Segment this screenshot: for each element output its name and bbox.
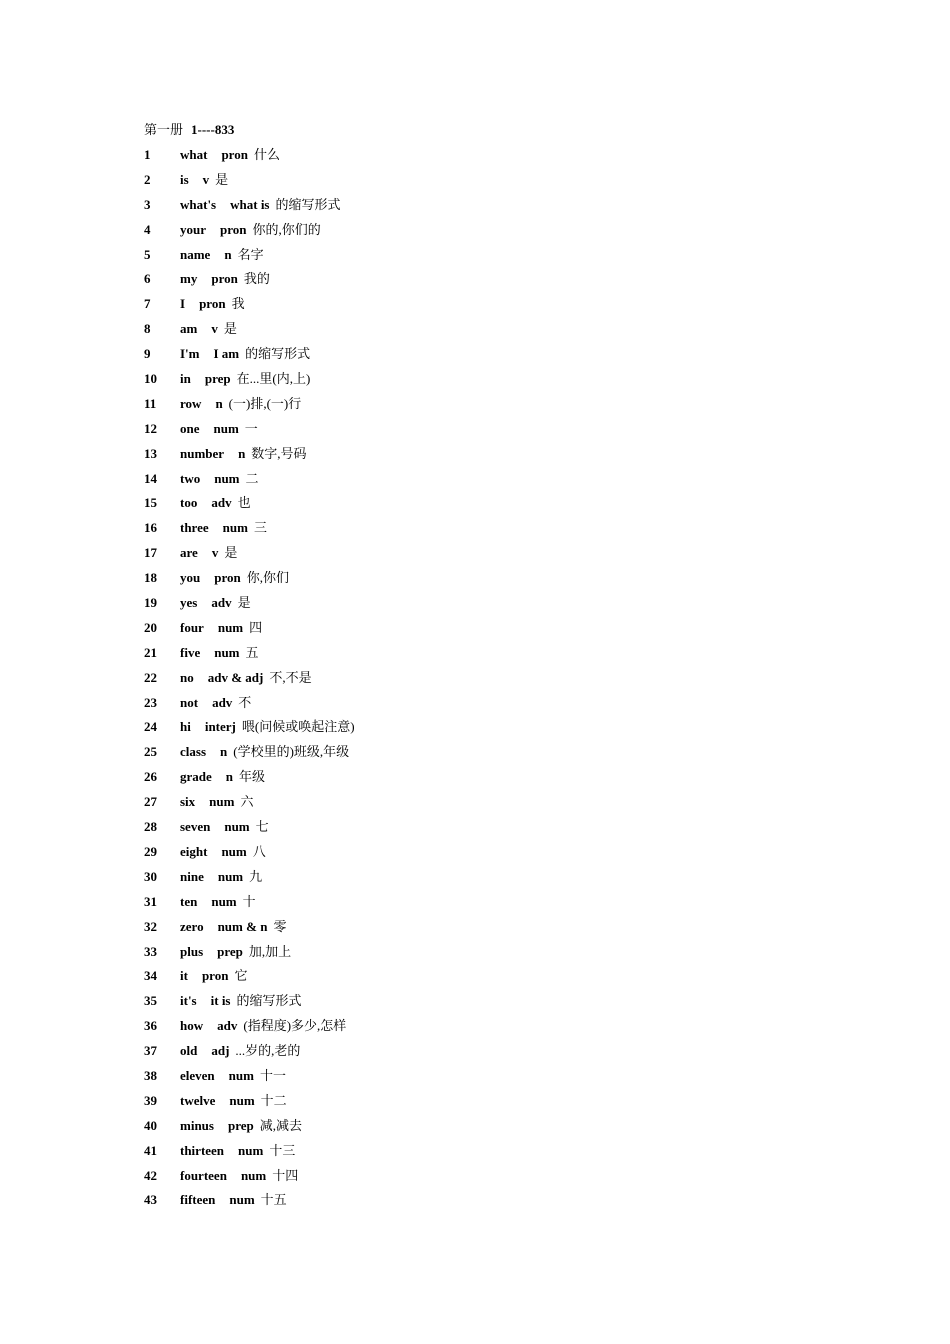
chinese-meaning: 十四 [272, 1167, 299, 1183]
part-of-speech: num [209, 794, 235, 810]
entry-definition [180, 269, 270, 289]
entry-definition [180, 643, 259, 663]
entry-definition [180, 195, 341, 215]
entry-definition [180, 220, 321, 240]
part-of-speech: num [221, 843, 247, 859]
entry-definition [180, 319, 237, 339]
entry-number: 3 [144, 196, 151, 212]
entry-number: 41 [144, 1142, 157, 1158]
entry-number: 36 [144, 1018, 157, 1034]
english-word: two [180, 470, 201, 486]
entry-number: 7 [144, 296, 151, 312]
english-word: one [180, 420, 200, 436]
part-of-speech: n [225, 769, 234, 785]
entry-definition [180, 942, 291, 962]
entry-number: 37 [144, 1043, 157, 1059]
english-word: five [180, 644, 201, 660]
entry-definition [180, 1041, 300, 1061]
chinese-meaning: 三 [253, 520, 267, 536]
english-word: yes [180, 595, 198, 611]
book-label: 第一册 [144, 122, 184, 137]
part-of-speech: pron [211, 271, 238, 287]
english-word: nine [180, 868, 204, 884]
entry-number: 19 [144, 595, 157, 611]
chinese-meaning: 加,加上 [248, 943, 292, 959]
chinese-meaning: (学校里的)班级,年级 [233, 744, 350, 760]
part-of-speech: n [220, 744, 228, 760]
chinese-meaning: 我的 [243, 271, 270, 287]
entry-number: 20 [144, 619, 157, 635]
english-word: are [180, 545, 198, 561]
part-of-speech: prep [217, 943, 243, 959]
chinese-meaning: 一 [244, 420, 258, 436]
entry-number: 12 [144, 420, 157, 436]
part-of-speech: num [238, 1142, 264, 1158]
part-of-speech: num [217, 868, 244, 884]
entry-number: 27 [144, 794, 157, 810]
part-of-speech: num & n [217, 918, 268, 934]
chinese-meaning: 名字 [237, 246, 264, 262]
english-word: you [180, 570, 201, 586]
entry-number: 39 [144, 1092, 157, 1108]
entry-definition [180, 419, 258, 439]
part-of-speech: num [214, 644, 240, 660]
chinese-meaning: 什么 [253, 147, 280, 162]
entry-number: 22 [144, 669, 157, 685]
chinese-meaning: 五 [245, 644, 259, 660]
chinese-meaning: 八 [252, 843, 266, 859]
part-of-speech: adv [211, 495, 232, 511]
chinese-meaning: 是 [223, 321, 237, 337]
part-of-speech: what is [230, 196, 270, 212]
entry-number: 40 [144, 1117, 157, 1133]
entry-definition [180, 717, 355, 737]
english-word: in [180, 371, 191, 387]
part-of-speech: n [215, 395, 223, 411]
entry-definition [180, 867, 262, 887]
entry-definition [180, 145, 280, 165]
part-of-speech: adv [217, 1018, 238, 1034]
english-word: grade [180, 769, 212, 785]
part-of-speech: pron [214, 570, 241, 586]
chinese-meaning: ...岁的,老的 [235, 1043, 301, 1059]
chinese-meaning: 不 [238, 694, 252, 710]
chinese-meaning: 是 [215, 171, 229, 187]
english-word: what's [180, 196, 217, 212]
part-of-speech: prep [227, 1117, 254, 1133]
chinese-meaning: 零 [273, 918, 287, 934]
english-word: eight [180, 843, 208, 859]
english-word: not [180, 694, 199, 710]
chinese-meaning: 喂(问候或唤起注意) [241, 719, 355, 735]
entry-number: 6 [144, 271, 151, 287]
entry-definition [180, 742, 349, 762]
chinese-meaning: 它 [234, 968, 248, 984]
part-of-speech: num [240, 1167, 267, 1183]
entry-number: 34 [144, 968, 157, 984]
english-word: what [180, 147, 208, 162]
entry-definition [180, 1116, 302, 1136]
english-word: your [180, 221, 206, 237]
chinese-meaning: 十 [242, 893, 256, 909]
entry-definition [180, 917, 286, 937]
english-word: hi [180, 719, 191, 735]
part-of-speech: pron [201, 968, 229, 984]
entry-number: 15 [144, 495, 157, 511]
entry-number: 13 [144, 445, 157, 461]
english-word: no [180, 669, 194, 685]
english-word: I [180, 296, 186, 312]
chinese-meaning: 十二 [260, 1092, 287, 1108]
chinese-meaning: 不,不是 [269, 669, 312, 685]
chinese-meaning: 的缩写形式 [275, 196, 341, 212]
chinese-meaning: 是 [237, 595, 251, 611]
chinese-meaning: 在...里(内,上) [236, 371, 311, 387]
english-word: ten [180, 893, 198, 909]
entry-number: 23 [144, 694, 157, 710]
entry-number: 10 [144, 371, 157, 387]
entry-number: 21 [144, 644, 157, 660]
english-word: my [180, 271, 198, 287]
entry-number: 38 [144, 1067, 157, 1083]
entry-definition [180, 767, 265, 787]
entry-number: 26 [144, 769, 157, 785]
part-of-speech: v [211, 545, 219, 561]
entry-number: 9 [144, 346, 151, 362]
part-of-speech: num [229, 1092, 255, 1108]
entry-number: 33 [144, 943, 157, 959]
chinese-meaning: 我 [231, 296, 245, 312]
part-of-speech: num [229, 1192, 255, 1208]
part-of-speech: adv & adj [207, 669, 264, 685]
entry-definition [180, 518, 267, 538]
entry-number: 16 [144, 520, 157, 536]
part-of-speech: adv [212, 694, 233, 710]
part-of-speech: num [228, 1067, 254, 1083]
english-word: I'm [180, 346, 200, 362]
part-of-speech: it is [210, 993, 231, 1009]
entry-definition [180, 469, 259, 489]
entry-number: 31 [144, 893, 157, 909]
entry-definition [180, 543, 237, 563]
part-of-speech: num [217, 619, 244, 635]
english-word: too [180, 495, 198, 511]
english-word: fourteen [180, 1167, 227, 1183]
entry-definition [180, 369, 310, 389]
entry-number: 11 [144, 395, 157, 411]
entry-definition [180, 1016, 346, 1036]
english-word: minus [180, 1117, 214, 1133]
entry-number: 8 [144, 321, 151, 337]
english-word: it [180, 968, 188, 984]
chinese-meaning: 你的,你们的 [252, 221, 321, 237]
entry-number: 43 [144, 1192, 157, 1208]
english-word: it's [180, 993, 197, 1009]
part-of-speech: num [224, 819, 250, 835]
english-word: fifteen [180, 1192, 216, 1208]
english-word: six [180, 794, 196, 810]
entry-definition [180, 245, 264, 265]
english-word: old [180, 1043, 198, 1059]
part-of-speech: pron [220, 221, 247, 237]
english-word: plus [180, 943, 204, 959]
part-of-speech: adj [211, 1043, 230, 1059]
english-word: row [180, 395, 202, 411]
part-of-speech: interj [204, 719, 236, 735]
english-word: how [180, 1018, 204, 1034]
chinese-meaning: 四 [249, 619, 263, 635]
chinese-meaning: 十一 [259, 1067, 286, 1083]
page-title [144, 120, 234, 140]
entry-number: 24 [144, 719, 157, 735]
chinese-meaning: 七 [255, 819, 269, 835]
entry-definition [180, 394, 301, 414]
entry-definition [180, 1066, 286, 1086]
entry-definition [180, 991, 302, 1011]
entry-definition [180, 892, 256, 912]
entry-definition [180, 170, 228, 190]
english-word: seven [180, 819, 211, 835]
entry-number: 4 [144, 221, 151, 237]
english-word: zero [180, 918, 204, 934]
english-word: twelve [180, 1092, 216, 1108]
chinese-meaning: 是 [224, 545, 238, 561]
part-of-speech: num [222, 520, 248, 536]
part-of-speech: I am [213, 346, 240, 362]
entry-number: 42 [144, 1167, 157, 1183]
chinese-meaning: 六 [240, 794, 254, 810]
english-word: is [180, 171, 189, 187]
entry-number: 18 [144, 570, 157, 586]
part-of-speech: v [202, 171, 210, 187]
chinese-meaning: 的缩写形式 [236, 993, 302, 1009]
chinese-meaning: (指程度)多少,怎样 [243, 1018, 347, 1034]
chinese-meaning: 十三 [269, 1142, 296, 1158]
english-word: am [180, 321, 198, 337]
entry-definition [180, 344, 310, 364]
entry-number: 28 [144, 819, 157, 835]
chinese-meaning: 九 [249, 868, 263, 884]
part-of-speech: n [224, 246, 232, 262]
part-of-speech: pron [221, 147, 248, 162]
entry-definition [180, 1141, 295, 1161]
part-of-speech: num [214, 470, 240, 486]
chinese-meaning: 二 [245, 470, 259, 486]
chinese-meaning: 年级 [239, 769, 266, 785]
entry-definition [180, 493, 251, 513]
english-word: thirteen [180, 1142, 225, 1158]
entry-definition [180, 444, 307, 464]
entry-definition [180, 568, 289, 588]
part-of-speech: adv [211, 595, 232, 611]
english-word: class [180, 744, 206, 760]
entry-number: 2 [144, 171, 151, 187]
entry-definition [180, 966, 247, 986]
part-of-speech: pron [199, 296, 226, 312]
english-word: name [180, 246, 211, 262]
entry-definition [180, 1190, 287, 1210]
part-of-speech: n [238, 445, 246, 461]
entry-definition [180, 693, 251, 713]
entry-definition [180, 668, 312, 688]
part-of-speech: v [211, 321, 218, 337]
entry-definition [180, 842, 266, 862]
entry-number: 25 [144, 744, 157, 760]
entry-number: 29 [144, 843, 157, 859]
chinese-meaning: 的缩写形式 [245, 346, 311, 362]
chinese-meaning: 十五 [260, 1192, 287, 1208]
entry-number: 1 [144, 147, 151, 162]
part-of-speech: prep [204, 371, 231, 387]
entry-definition [180, 1091, 287, 1111]
english-word: eleven [180, 1067, 215, 1083]
english-word: three [180, 520, 209, 536]
entry-definition [180, 294, 245, 314]
chinese-meaning: 也 [237, 495, 251, 511]
english-word: number [180, 445, 225, 461]
part-of-speech: num [211, 893, 237, 909]
entry-definition [180, 792, 253, 812]
entry-definition [180, 593, 251, 613]
entry-number: 32 [144, 918, 157, 934]
entry-number: 35 [144, 993, 157, 1009]
chinese-meaning: 数字,号码 [251, 445, 307, 461]
chinese-meaning: 减,减去 [259, 1117, 302, 1133]
chinese-meaning: (一)排,(一)行 [228, 395, 302, 411]
entry-number: 14 [144, 470, 157, 486]
entry-number: 5 [144, 246, 151, 262]
entry-definition [180, 1166, 298, 1186]
entry-definition [180, 817, 269, 837]
entry-number: 17 [144, 545, 157, 561]
english-word: four [180, 619, 204, 635]
word-range: 1----833 [191, 122, 235, 137]
entry-number: 30 [144, 868, 157, 884]
part-of-speech: num [213, 420, 239, 436]
entry-definition [180, 618, 262, 638]
chinese-meaning: 你,你们 [246, 570, 289, 586]
